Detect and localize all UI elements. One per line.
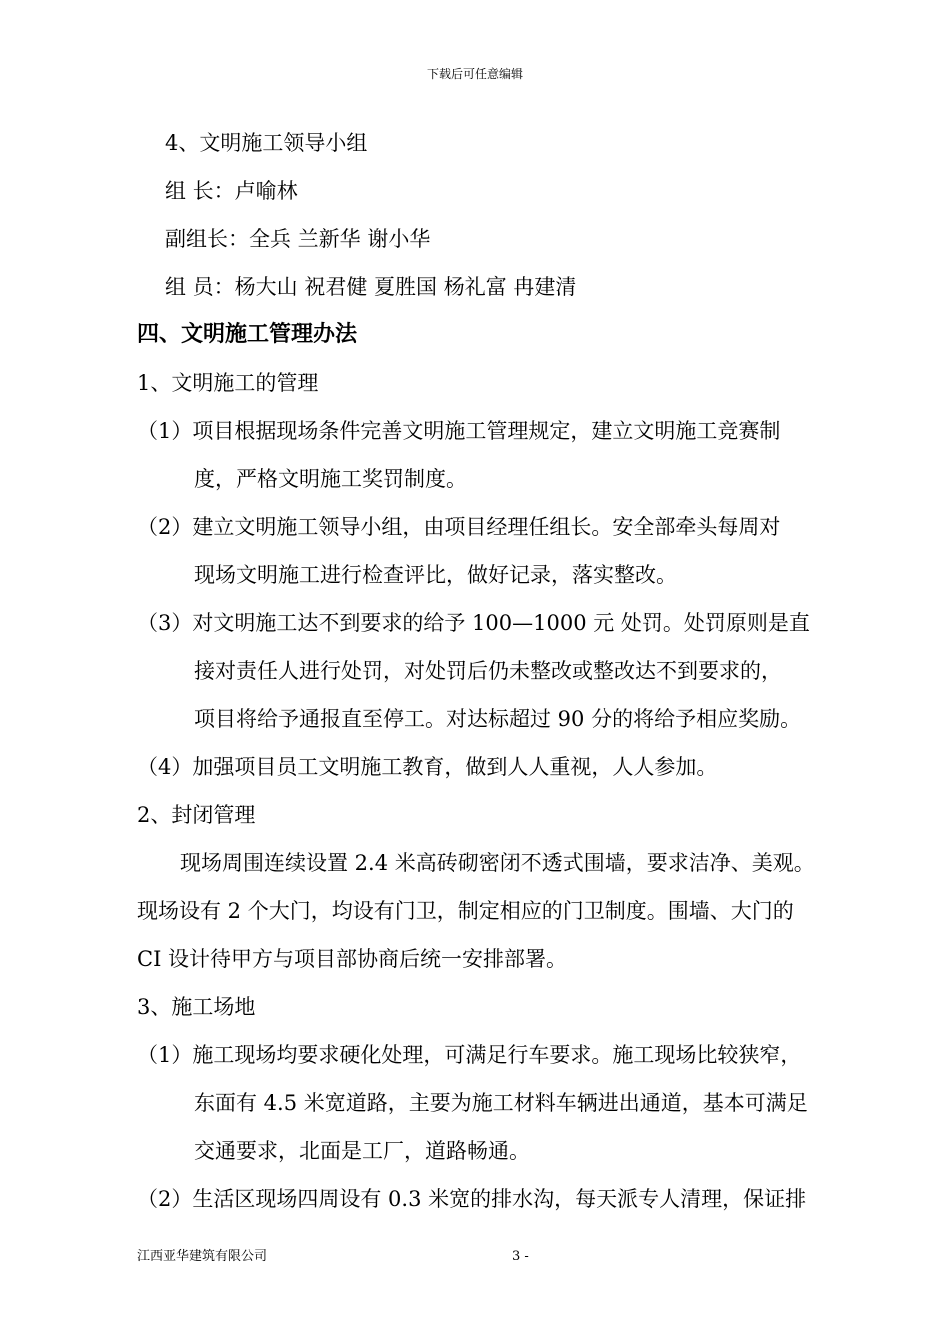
item-3-line-1: （3）对文明施工达不到要求的给予 100—1000 元 处罚。处罚原则是直 bbox=[137, 611, 810, 635]
item-1-line-1: （1）项目根据现场条件完善文明施工管理规定，建立文明施工竞赛制 bbox=[137, 419, 781, 443]
subsection-title-leadership-group: 4、文明施工领导小组 bbox=[165, 131, 368, 155]
site-item-2-line-1: （2）生活区现场四周设有 0.3 米宽的排水沟，每天派专人清理，保证排 bbox=[137, 1187, 807, 1211]
group-leader-line: 组 长：卢喻林 bbox=[165, 179, 298, 203]
item-2-line-2: 现场文明施工进行检查评比，做好记录，落实整改。 bbox=[194, 563, 677, 587]
footer-page-number: 3 - bbox=[512, 1249, 529, 1264]
item-2-line-1: （2）建立文明施工领导小组，由项目经理任组长。安全部牵头每周对 bbox=[137, 515, 781, 539]
subsection-title-2: 2、封闭管理 bbox=[137, 803, 256, 827]
site-item-1-line-1: （1）施工现场均要求硬化处理，可满足行车要求。施工现场比较狭窄， bbox=[137, 1043, 802, 1067]
item-1-line-2: 度，严格文明施工奖罚制度。 bbox=[194, 467, 467, 491]
page-header: 下载后可任意编辑 bbox=[426, 67, 523, 81]
subsection-title-3: 3、施工场地 bbox=[137, 995, 256, 1019]
subsection-title-1: 1、文明施工的管理 bbox=[137, 371, 319, 395]
enclosure-paragraph-line-2: 现场设有 2 个大门，均设有门卫，制定相应的门卫制度。围墙、大门的 bbox=[137, 899, 794, 923]
enclosure-paragraph-line-1: 现场周围连续设置 2.4 米高砖砌密闭不透式围墙，要求洁净、美观。 bbox=[180, 851, 815, 875]
item-3-line-2: 接对责任人进行处罚，对处罚后仍未整改或整改达不到要求的， bbox=[194, 659, 782, 683]
item-4-line-1: （4）加强项目员工文明施工教育，做到人人重视，人人参加。 bbox=[137, 755, 718, 779]
section-heading-4: 四、文明施工管理办法 bbox=[137, 322, 358, 347]
site-item-1-line-3: 交通要求，北面是工厂，道路畅通。 bbox=[194, 1139, 530, 1163]
footer-company-name: 江西亚华建筑有限公司 bbox=[137, 1249, 268, 1264]
members-line: 组 员：杨大山 祝君健 夏胜国 杨礼富 冉建清 bbox=[165, 275, 577, 299]
item-3-line-3: 项目将给予通报直至停工。对达标超过 90 分的将给予相应奖励。 bbox=[194, 707, 802, 731]
enclosure-paragraph-line-3: CI 设计待甲方与项目部协商后统一安排部署。 bbox=[137, 947, 568, 971]
deputy-leader-line: 副组长：全兵 兰新华 谢小华 bbox=[165, 227, 431, 251]
site-item-1-line-2: 东面有 4.5 米宽道路，主要为施工材料车辆进出通道，基本可满足 bbox=[194, 1091, 808, 1115]
